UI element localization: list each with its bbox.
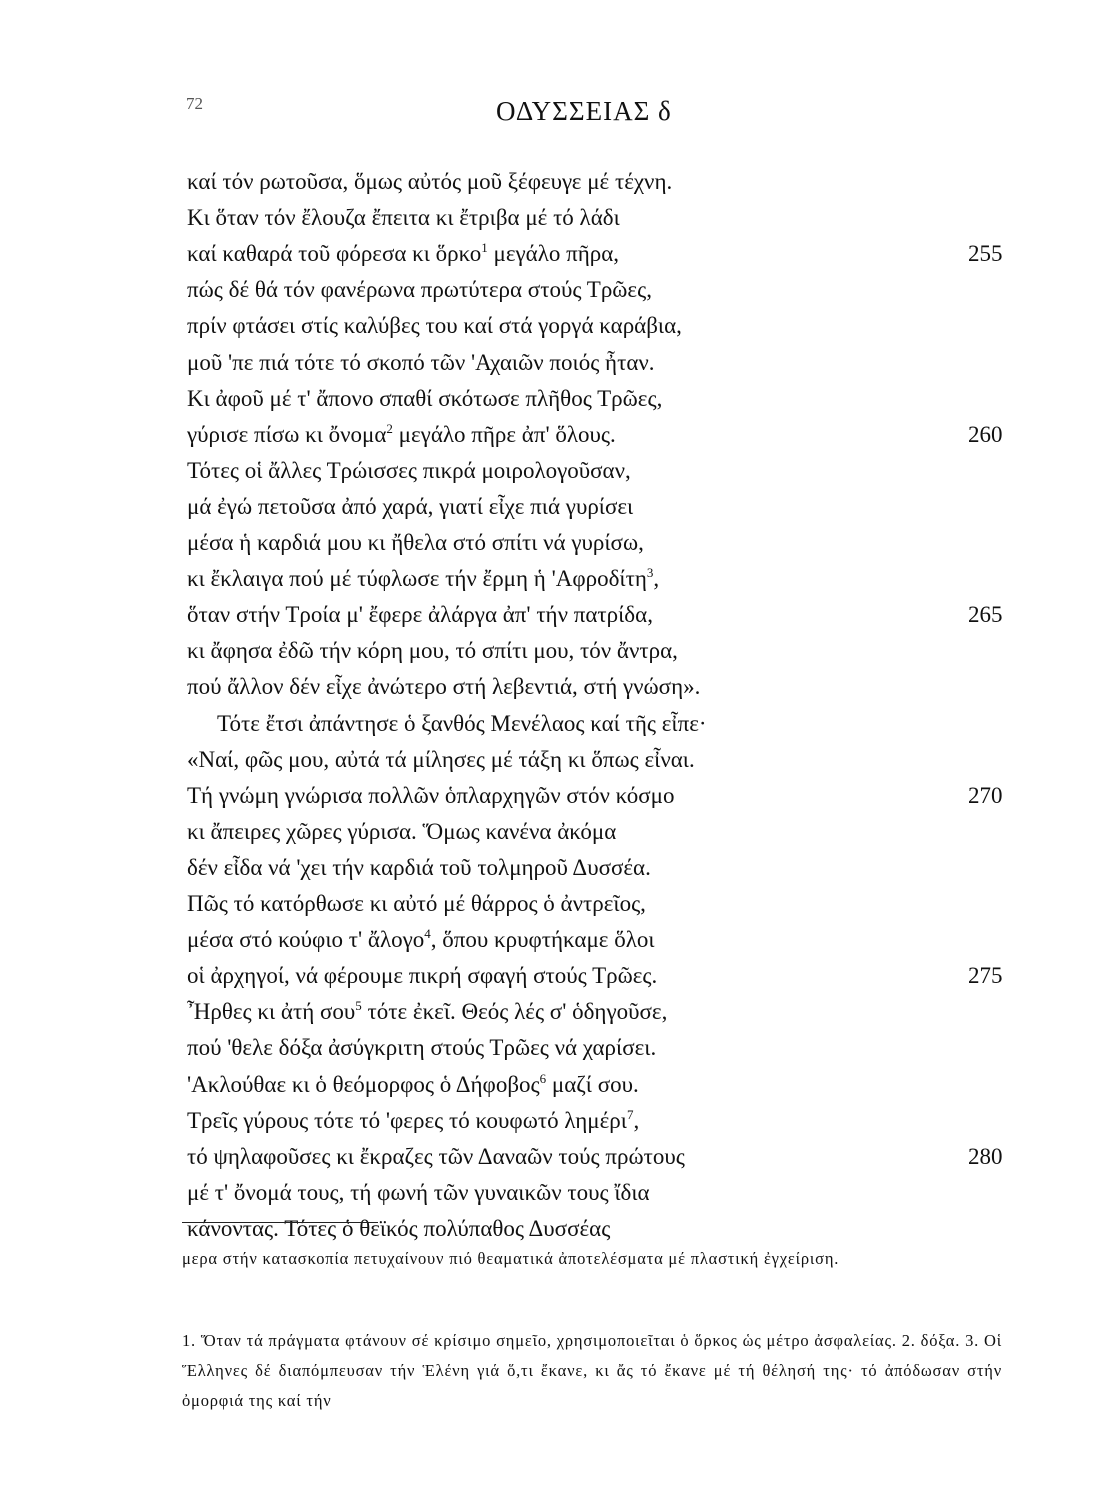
footnote-marker: 4 (424, 926, 431, 942)
verse-text-main: μέσα ἡ καρδιά μου κι ἤθελα στό σπίτι νά γυρίσω, (187, 530, 644, 555)
verse-line (0, 1103, 1098, 1139)
footnote-rule (182, 1222, 378, 1223)
verse-text-rest: , (653, 566, 660, 592)
verse-text (187, 308, 682, 344)
verse-text (187, 922, 655, 958)
verse-text (187, 1103, 639, 1139)
footnote-notes: 1. Ὅταν τά πράγματα φτάνουν σέ κρίσιμο σημεῖο, χρησιμοποιεῖται ὁ ὅρκος ὡς μέτρο ἀσφαλείας. 2. δόξα. 3. Οἱ Ἕλληνες δέ διαπόμπευσαν τήν Ἑλένη γιά ὅ,τι ἔκανε, κι ἄς τό ἔκανε μέ τή θέλησή της· τό ἀπόδωσαν στήν ὀμορφιά της καί τήν (182, 1331, 1002, 1410)
verse-text-main: Τρεῖς γύρους τότε τό 'φερες τό κουφωτό λημέρι (187, 1107, 627, 1133)
verse-text-main: Πῶς τό κατόρθωσε κι αὐτό μέ θάρρος ὁ ἀντρεῖος, (187, 891, 646, 916)
verse-line (0, 561, 1098, 597)
verse-line (0, 417, 1098, 453)
verse-text-rest: τότε ἐκεῖ. Θεός λές σ' ὁδηγοῦσε, (361, 999, 668, 1025)
verse-line (0, 669, 1098, 705)
verse-text (187, 525, 644, 561)
verse-text-rest: , (633, 1107, 640, 1133)
verse-text (187, 381, 662, 417)
verse-line (0, 200, 1098, 236)
verse-line (0, 778, 1098, 814)
verse-text-main: ὅταν στήν Τροία μ' ἔφερε ἀλάργα ἀπ' τήν πατρίδα, (187, 602, 653, 628)
footnote-marker: 6 (539, 1070, 547, 1086)
verse-text-main: καί καθαρά τοῦ φόρεσα κι ὅρκο (187, 241, 482, 267)
verse-line (0, 453, 1098, 489)
verse-text-main: πώς δέ θά τόν φανέρωνα πρωτύτερα στούς Τρῶες, (187, 277, 652, 303)
verse-text (187, 597, 653, 633)
verse-text (187, 669, 700, 705)
verse-line (0, 597, 1098, 633)
verse-text-main: δέν εἶδα νά 'χει τήν καρδιά τοῦ τολμηροῦ Δυσσέα. (187, 854, 651, 880)
footnote-marker: 3 (646, 565, 654, 581)
line-number: 255 (968, 241, 1003, 267)
verse-text-main: κι ἄπειρες χῶρες γύρισα. Ὅμως κανένα ἀκόμα (187, 818, 617, 844)
verse-text (187, 561, 659, 597)
verse-line (0, 489, 1098, 525)
verse-text-main: κάνοντας. Τότες ὁ θεϊκός πολύπαθος Δυσσέας (187, 1215, 611, 1241)
verse-line (0, 706, 1098, 742)
verse-text (187, 633, 678, 669)
verse-text-main: Ἦρθες κι ἀτή σου (187, 999, 356, 1025)
verse-text (187, 850, 651, 886)
verse-line (0, 272, 1098, 308)
verse-line (0, 1030, 1098, 1066)
verse-text-main: μοῦ 'πε πιά τότε τό σκοπό τῶν 'Αχαιῶν ποιός ἦταν. (187, 349, 655, 375)
verse-line (0, 633, 1098, 669)
verse-text-rest: μεγάλο πῆρε ἀπ' ὅλους. (392, 421, 616, 447)
verse-text-main: Τή γνώμη γνώρισα πολλῶν ὁπλαρχηγῶν στόν κόσμο (187, 782, 675, 808)
running-title: ΟΔΥΣΣΕΙΑΣ δ (496, 96, 672, 126)
verse-text-main: Τότες οἱ ἄλλες Τρώισσες πικρά μοιρολογοῦσαν, (187, 457, 631, 483)
verse-line (0, 1139, 1098, 1175)
verse-text (187, 778, 675, 814)
verse-text (187, 814, 616, 850)
verse-text-main: 'Ακλούθαε κι ὁ θεόμορφος ὁ Δήφοβος (187, 1071, 540, 1097)
verse-text-main: τό ψηλαφοῦσες κι ἔκραζες τῶν Δαναῶν τούς πρώτους (187, 1143, 685, 1169)
verse-line (0, 164, 1098, 200)
line-number: 270 (968, 782, 1003, 808)
verse-line (0, 308, 1098, 344)
verse-line (0, 345, 1098, 381)
verse-text-main: μέσα στό κούφιο τ' ἄλογο (187, 927, 425, 953)
verse-text-main: καί τόν ρωτοῦσα, ὅμως αὐτός μοῦ ξέφευγε μέ τέχνη. (187, 169, 673, 194)
verse-line (0, 742, 1098, 778)
verse-text-rest: , ὅπου κρυφτήκαμε ὅλοι (430, 927, 655, 953)
verse-text-main: Κι ἀφοῦ μέ τ' ἄπονο σπαθί σκότωσε πλῆθος Τρῶες, (187, 385, 663, 411)
verse-text (187, 236, 619, 272)
verse-text-main: μέ τ' ὄνομά τους, τή φωνή τῶν γυναικῶν τους ἴδια (187, 1179, 650, 1205)
footnote-marker: 7 (626, 1106, 634, 1122)
verse-text-rest: μεγάλο πῆρα, (487, 241, 620, 267)
verse-line (0, 236, 1098, 272)
verse-line (0, 994, 1098, 1030)
verse-text (187, 958, 657, 994)
verse-text (187, 453, 631, 489)
page-number: 72 (186, 94, 203, 113)
verse-line (0, 1211, 1098, 1247)
verse-text (187, 1067, 639, 1103)
verse-text-main: Τότε ἔτσι ἀπάντησε ὁ ξανθός Μενέλαος καί τῆς εἶπε· (217, 710, 707, 736)
verse-text (187, 345, 655, 381)
verse-text (187, 272, 652, 308)
verse-text-main: μά ἐγώ πετοῦσα ἀπό χαρά, γιατί εἶχε πιά γυρίσει (187, 493, 634, 519)
verse-text (187, 164, 672, 200)
verse-text (187, 489, 633, 525)
verse-line (0, 381, 1098, 417)
footnote-marker: 1 (481, 240, 488, 256)
verse-text (187, 417, 616, 453)
verse-text-rest: μαζί σου. (546, 1071, 639, 1097)
verse-line (0, 958, 1098, 994)
line-number: 265 (968, 602, 1003, 628)
verse-text-main: γύρισε πίσω κι ὄνομα (187, 421, 387, 447)
verse-text (187, 994, 667, 1030)
footnote-marker: 5 (355, 998, 362, 1014)
verse-text (187, 742, 695, 778)
verse-text (187, 200, 620, 236)
verse-text (217, 706, 707, 742)
verse-line (0, 850, 1098, 886)
verse-text (187, 1139, 685, 1175)
verse-text-main: «Ναί, φῶς μου, αὐτά τά μίλησες μέ τάξη κι ὅπως εἶναι. (187, 746, 695, 772)
verse-line (0, 886, 1098, 922)
line-number: 275 (968, 963, 1003, 989)
verse-text (187, 1175, 650, 1211)
verse-text (187, 1211, 610, 1247)
verse-text-main: κι ἄφησα ἐδῶ τήν κόρη μου, τό σπίτι μου, τόν ἄντρα, (187, 638, 678, 664)
line-number: 260 (968, 421, 1003, 447)
footnote-marker: 2 (386, 420, 393, 436)
verse-text-main: πού ἄλλον δέν εἶχε ἀνώτερο στή λεβεντιά, στή γνώση». (187, 674, 701, 700)
verse-line (0, 1175, 1098, 1211)
line-number: 280 (968, 1143, 1003, 1169)
verse-text-main: πρίν φτάσει στίς καλύβες του καί στά γοργά καράβια, (187, 313, 682, 339)
verse-line (0, 814, 1098, 850)
verse-text-main: Κι ὅταν τόν ἔλουζα ἔπειτα κι ἔτριβα μέ τό λάδι (187, 205, 620, 231)
verse-text-main: πού 'θελε δόξα ἀσύγκριτη στούς Τρῶες νά χαρίσει. (187, 1035, 657, 1061)
footnote-continuation: μερα στήν κατασκοπία πετυχαίνουν πιό θεαματικά ἀποτελέσματα μέ πλαστική ἐγχείριση. (182, 1249, 840, 1268)
verse-line (0, 525, 1098, 561)
verse-line (0, 1067, 1098, 1103)
verse-text (187, 1030, 656, 1066)
verse-line (0, 922, 1098, 958)
verse-text (187, 886, 646, 922)
verse-text-main: κι ἔκλαιγα πού μέ τύφλωσε τήν ἔρμη ἡ 'Αφροδίτη (187, 566, 647, 592)
verse-text-main: οἱ ἀρχηγοί, νά φέρουμε πικρή σφαγή στούς Τρῶες. (187, 963, 658, 989)
